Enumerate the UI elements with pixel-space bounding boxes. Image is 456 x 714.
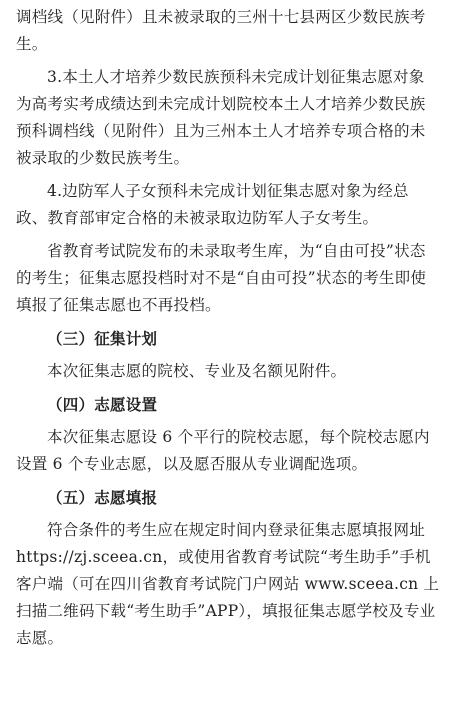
paragraph-item-3: 3.本土人才培养少数民族预科未完成计划征集志愿对象为高考实考成绩达到未完成计划院校本土人才培养少数民族预科调档线（见附件）且为三州本土人才培养专项合格的未被录取的少数民族考生。	[16, 68, 426, 167]
section-heading-setup: （四）志愿设置	[47, 395, 158, 414]
section-heading-filling: （五）志愿填报	[47, 488, 158, 507]
paragraph-plan: 本次征集志愿的院校、专业及名额见附件。	[47, 362, 347, 380]
paragraph-exam-pool: 省教育考试院发布的未录取考生库，为“自由可投”状态的考生；征集志愿投档时对不是“自由可投”状态的考生即使填报了征集志愿也不再投档。	[16, 242, 427, 314]
section-heading-plan: （三）征集计划	[47, 329, 158, 348]
paragraph-filling: 符合条件的考生应在规定时间内登录征集志愿填报网址 https://zj.sceea.cn，或使用省教育考试院“考生助手”手机客户端（可在四川省教育考试院门户网站 www.sceea.cn 上扫描二维码下载“考生助手”APP），填报征集志愿学校及专业志愿。	[16, 521, 440, 647]
paragraph-setup: 本次征集志愿设 6 个平行的院校志愿，每个院校志愿内设置 6 个专业志愿，以及愿否服从专业调配选项。	[16, 428, 430, 473]
paragraph-continuation: 调档线（见附件）且未被录取的三州十七县两区少数民族考生。	[16, 8, 426, 53]
paragraph-item-4: 4.边防军人子女预科未完成计划征集志愿对象为经总政、教育部审定合格的未被录取边防军人子女考生。	[16, 182, 409, 227]
